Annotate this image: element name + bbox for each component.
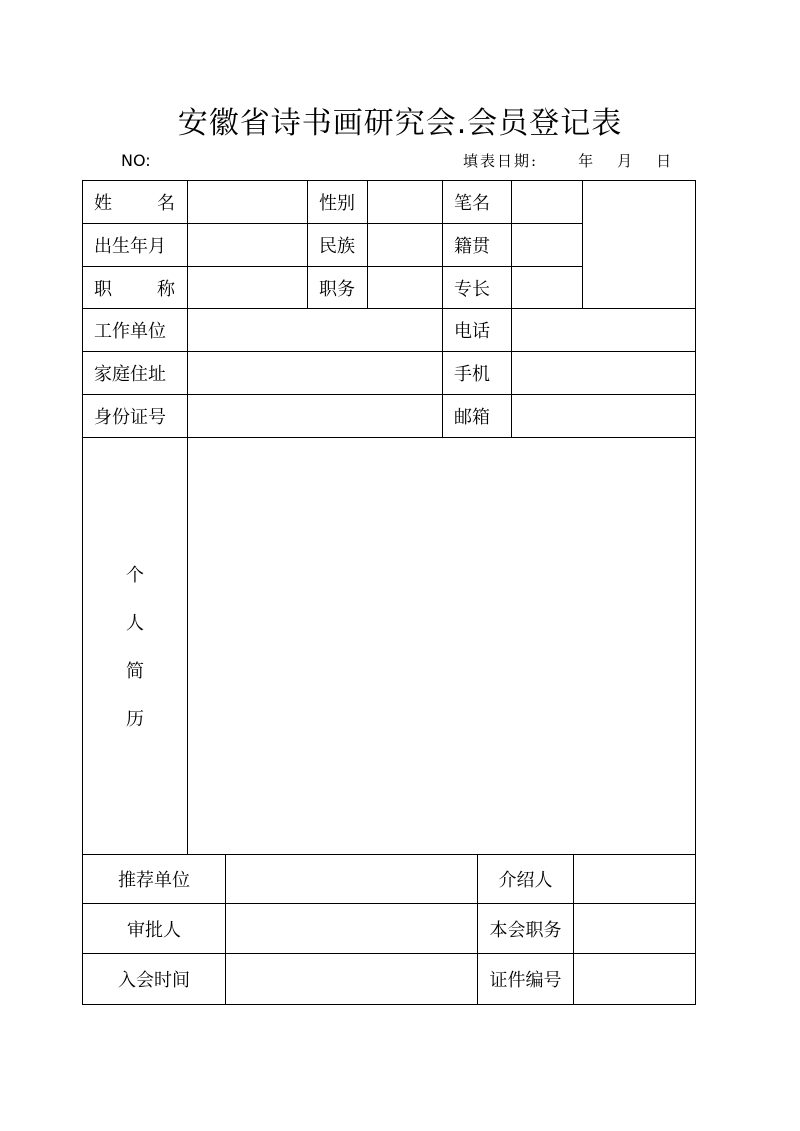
society-position-label: 本会职务 xyxy=(478,904,574,954)
join-time-label: 入会时间 xyxy=(83,954,226,1005)
email-label: 邮箱 xyxy=(443,395,512,438)
specialty-label: 专长 xyxy=(443,267,512,309)
society-position-field[interactable] xyxy=(574,904,696,954)
email-field[interactable] xyxy=(512,395,696,438)
position-field[interactable] xyxy=(368,267,443,309)
join-time-field[interactable] xyxy=(226,954,478,1005)
month-label: 月 xyxy=(617,152,635,170)
id-number-label: 身份证号 xyxy=(83,395,188,438)
registration-table xyxy=(82,180,696,855)
birth-field[interactable] xyxy=(188,224,308,267)
title-field[interactable] xyxy=(188,267,308,309)
cert-number-label: 证件编号 xyxy=(478,954,574,1005)
cert-number-field[interactable] xyxy=(574,954,696,1005)
specialty-field[interactable] xyxy=(512,267,583,309)
name-label: 姓 名 xyxy=(83,181,188,224)
year-label: 年 xyxy=(578,152,596,170)
pen-name-field[interactable] xyxy=(512,181,583,224)
title-label: 职 称 xyxy=(83,267,188,309)
id-number-field[interactable] xyxy=(188,395,443,438)
ethnicity-field[interactable] xyxy=(368,224,443,267)
introducer-label: 介绍人 xyxy=(478,855,574,904)
home-address-label: 家庭住址 xyxy=(83,352,188,395)
name-field[interactable] xyxy=(188,181,308,224)
position-label: 职务 xyxy=(308,267,368,309)
recommend-unit-field[interactable] xyxy=(226,855,478,904)
approver-label: 审批人 xyxy=(83,904,226,954)
fill-date xyxy=(463,150,673,171)
photo-box[interactable] xyxy=(583,181,696,309)
form-title: 安徽省诗书画研究会.会员登记表 xyxy=(177,106,623,141)
resume-label: 个 人 简 历 xyxy=(83,438,188,855)
ethnicity-label: 民族 xyxy=(308,224,368,267)
approval-table xyxy=(82,854,696,1005)
recommend-unit-label: 推荐单位 xyxy=(83,855,226,904)
mobile-label: 手机 xyxy=(443,352,512,395)
resume-field[interactable] xyxy=(188,438,696,855)
pen-name-label: 笔名 xyxy=(443,181,512,224)
native-place-field[interactable] xyxy=(512,224,583,267)
no-label: NO: xyxy=(121,151,151,170)
home-address-field[interactable] xyxy=(188,352,443,395)
work-unit-field[interactable] xyxy=(188,309,443,352)
phone-field[interactable] xyxy=(512,309,696,352)
introducer-field[interactable] xyxy=(574,855,696,904)
gender-label: 性别 xyxy=(308,181,368,224)
phone-label: 电话 xyxy=(443,309,512,352)
day-label: 日 xyxy=(656,152,674,170)
approver-field[interactable] xyxy=(226,904,478,954)
work-unit-label: 工作单位 xyxy=(83,309,188,352)
mobile-field[interactable] xyxy=(512,352,696,395)
native-place-label: 籍贯 xyxy=(443,224,512,267)
gender-field[interactable] xyxy=(368,181,443,224)
fill-date-label: 填表日期: xyxy=(463,152,539,170)
birth-label: 出生年月 xyxy=(83,224,188,267)
